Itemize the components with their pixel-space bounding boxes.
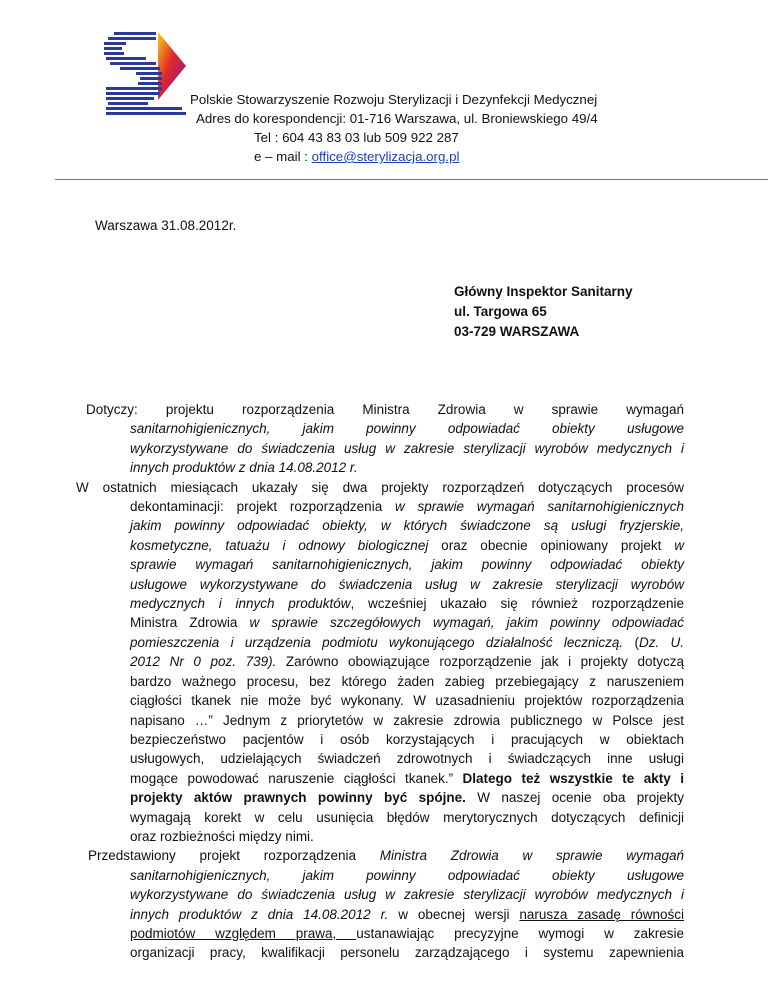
subject-line-1-text: Dotyczy: projektu rozporządzenia Ministra Zdrowia w sprawie wymagań (86, 402, 684, 417)
p2-line: projekty aktów prawnych powinny być spójne. W naszej ocenie oba projekty (130, 790, 684, 806)
subject-paragraph (86, 400, 684, 478)
paragraph-3 (88, 846, 684, 962)
p3-line: innych produktów z dnia 14.08.2012 r. w obecnej wersji narusza zasadę równości (130, 906, 684, 922)
subject-line-2-text: sanitarnohigienicznych, jakim powinny odpowiadać obiekty usługowe (130, 421, 684, 437)
email-prefix: e – mail : (254, 149, 312, 164)
date-line: Warszawa 31.08.2012r. (95, 218, 237, 233)
p2-line: ciągłości tkanek nie może być wykonany. W uzasadnieniu projektów rozporządzenia (130, 693, 684, 709)
org-phone: Tel : 604 43 83 03 lub 509 922 287 (254, 130, 459, 145)
p2-line: pomieszczenia i urządzenia podmiotu wykonującego działalność leczniczą. (Dz. U. (130, 634, 684, 650)
recipient-street: ul. Targowa 65 (454, 304, 547, 319)
p3-line: podmiotów względem prawa, ustanawiając precyzyjne wymogi w zakresie (130, 925, 684, 941)
p3-line: sanitarnohigienicznych, jakim powinny odpowiadać obiekty usługowe (130, 867, 684, 883)
p2-line: jakim powinny odpowiadać obiekty, w których świadczone są usługi fryzjerskie, (130, 518, 684, 534)
org-email-line (254, 147, 459, 166)
p2-line: napisano …” Jednym z priorytetów w zakresie zdrowia publicznego w Polsce jest (130, 712, 684, 728)
p2-line: usługowych, udzielających świadczeń zdrowotnych i świadczących inne usługi (130, 751, 684, 767)
org-address: Adres do korespondencji: 01-716 Warszawa, ul. Broniewskiego 49/4 (196, 111, 598, 126)
p2-line: oraz rozbieżności między nimi. (130, 828, 314, 844)
p2-line: sprawie wymagań sanitarnohigienicznych, jakim powinny odpowiadać obiekty (130, 557, 684, 573)
recipient-city: 03-729 WARSZAWA (454, 324, 580, 339)
subject-line-3-text: wykorzystywane do świadczenia usług w zakresie sterylizacji wyrobów medycznych i (130, 440, 684, 456)
p2-line: usługowe wykorzystywane do świadczenia usług w zakresie sterylizacji wyrobów (130, 576, 684, 592)
p2-line: kosmetyczne, tatuażu i odnowy biologicznej oraz obecnie opiniowany projekt w (130, 537, 684, 553)
p2-line: mogące powodować naruszenie ciągłości tkanek.” Dlatego też wszystkie te akty i (130, 770, 684, 786)
p2-line: W ostatnich miesiącach ukazały się dwa projekty rozporządzeń dotyczących procesów (76, 479, 684, 495)
p2-line: medycznych i innych produktów, wcześniej ukazało się również rozporządzenie (130, 596, 685, 612)
p2-line: bezpieczeństwo pacjentów i osób korzystających i pracujących w obiektach (130, 731, 684, 747)
p2-line: dekontaminacji: projekt rozporządzenia w sprawie wymagań sanitarnohigienicznych (130, 499, 684, 515)
subject-line-2 (86, 419, 684, 438)
p3-line: Przedstawiony projekt rozporządzenia Ministra Zdrowia w sprawie wymagań (88, 848, 684, 864)
p2-line: 2012 Nr 0 poz. 739). Zarówno obowiązujące rozporządzenie jak i projekty dotyczą (130, 654, 684, 670)
subject-line-1 (86, 400, 684, 419)
subject-line-3 (86, 439, 684, 458)
letter-body (76, 400, 685, 963)
email-link[interactable]: office@sterylizacja.org.pl (311, 149, 460, 164)
p2-line: wymagają korekt w celu usunięcia błędów merytorycznych dotyczących definicji (130, 809, 684, 825)
p3-line: wykorzystywane do świadczenia usług w zakresie sterylizacji wyrobów medycznych i (130, 887, 684, 903)
p2-line: bardzo ważnego procesu, bez którego żaden zabieg przebiegający z naruszeniem (130, 673, 684, 689)
paragraph-2 (76, 478, 684, 847)
subject-line-4 (86, 458, 684, 477)
header-divider (55, 179, 768, 180)
organization-logo (100, 26, 188, 118)
subject-line-4-text: innych produktów z dnia 14.08.2012 r. (130, 460, 358, 476)
p3-line: organizacji pracy, kwalifikacji personelu zarządzającego i systemu zapewnienia (130, 945, 684, 961)
p2-line: Ministra Zdrowia w sprawie szczegółowych wymagań, jakim powinny odpowiadać (130, 615, 684, 631)
org-name: Polskie Stowarzyszenie Rozwoju Sterylizacji i Dezynfekcji Medycznej (190, 92, 598, 107)
recipient-block (454, 282, 633, 342)
recipient-title: Główny Inspektor Sanitarny (454, 284, 633, 299)
